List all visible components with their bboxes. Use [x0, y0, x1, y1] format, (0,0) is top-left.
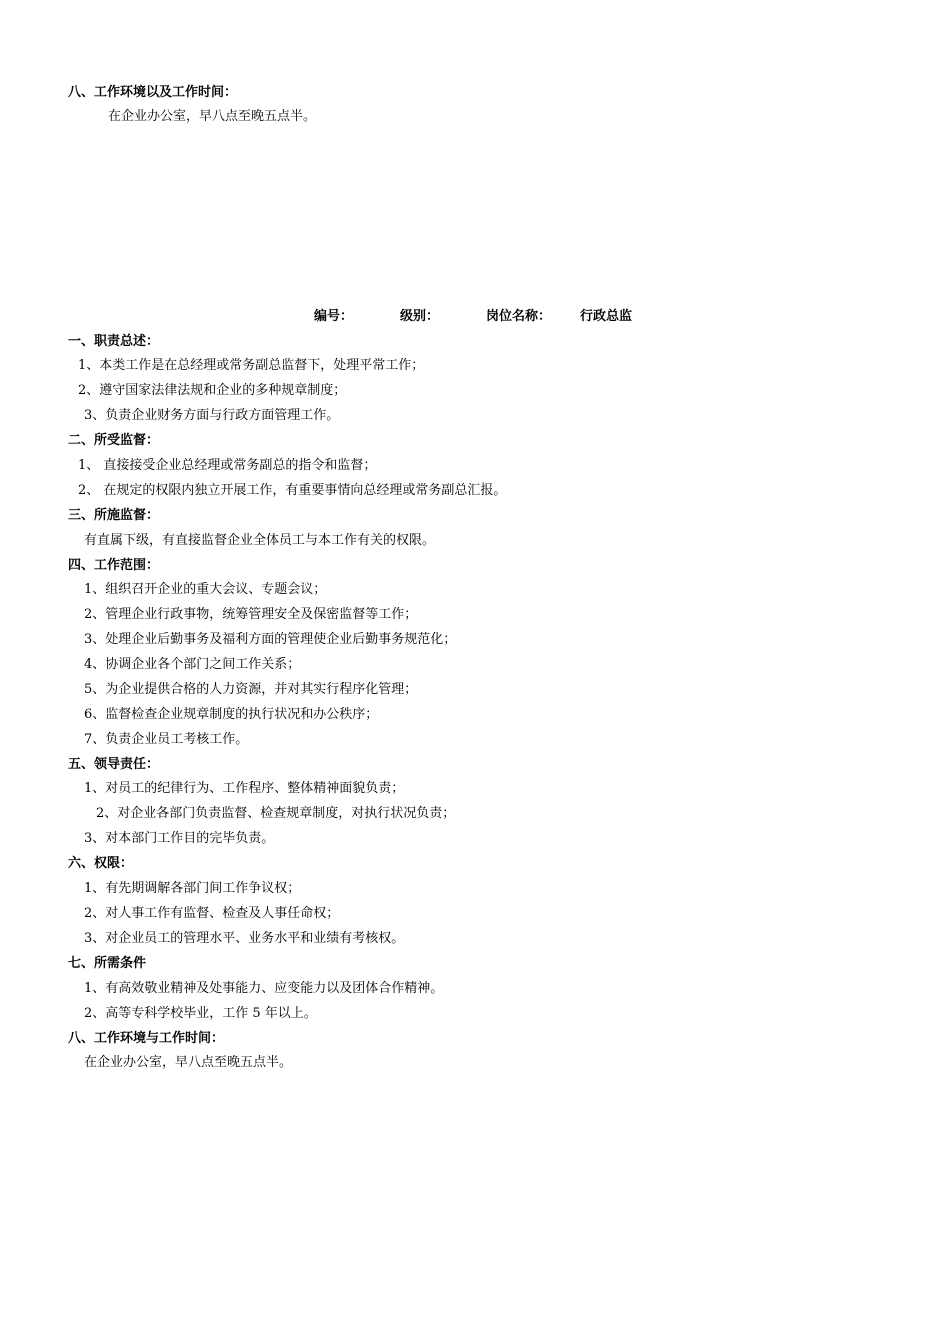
list-item: 1、本类工作是在总经理或常务副总监督下，处理平常工作； [78, 358, 425, 373]
list-item: 2、对企业各部门负责监督、检查规章制度，对执行状况负责； [96, 806, 456, 821]
list-item: 4、协调企业各个部门之间工作关系； [84, 657, 301, 672]
list-item: 3、负责企业财务方面与行政方面管理工作。 [84, 408, 340, 423]
section-heading-authority: 六、权限： [68, 856, 134, 871]
list-item: 2、 在规定的权限内独立开展工作，有重要事情向总经理或常务副总汇报。 [78, 483, 507, 498]
section-heading-leadership: 五、领导责任： [68, 757, 160, 772]
section-heading-supervised-by: 二、所受监督： [68, 433, 160, 448]
header-level-label: 级别： [400, 309, 440, 324]
list-item: 2、对人事工作有监督、检查及人事任命权； [84, 906, 340, 921]
header-position-label: 岗位名称： [486, 309, 552, 324]
list-item: 3、处理企业后勤事务及福利方面的管理使企业后勤事务规范化； [84, 632, 457, 647]
section-heading-supervises: 三、所施监督： [68, 508, 160, 523]
list-item: 3、对企业员工的管理水平、业务水平和业绩有考核权。 [84, 931, 405, 946]
header-position-value: 行政总监 [580, 309, 633, 324]
list-item: 1、组织召开企业的重大会议、专题会议； [84, 582, 327, 597]
list-item: 1、对员工的纪律行为、工作程序、整体精神面貌负责； [84, 781, 405, 796]
section-heading-environment: 八、工作环境与工作时间： [68, 1031, 225, 1046]
header-number-label: 编号： [314, 309, 354, 324]
section-heading-work-scope: 四、工作范围： [68, 558, 160, 573]
list-item: 2、高等专科学校毕业，工作 5 年以上。 [84, 1006, 317, 1021]
list-item: 2、遵守国家法律法规和企业的多种规章制度； [78, 383, 347, 398]
list-item: 6、监督检查企业规章制度的执行状况和办公秩序； [84, 707, 379, 722]
section-text-environment-top: 在企业办公室，早八点至晚五点半。 [108, 109, 317, 124]
list-item: 5、为企业提供合格的人力资源，并对其实行程序化管理； [84, 682, 418, 697]
list-item: 有直属下级，有直接监督企业全体员工与本工作有关的权限。 [84, 533, 436, 548]
list-item: 3、对本部门工作目的完毕负责。 [84, 831, 275, 846]
list-item: 2、管理企业行政事物，统筹管理安全及保密监督等工作； [84, 607, 418, 622]
list-item: 1、有先期调解各部门间工作争议权； [84, 881, 301, 896]
section-heading-requirements: 七、所需条件 [68, 956, 147, 971]
list-item: 1、 直接接受企业总经理或常务副总的指令和监督； [78, 458, 377, 473]
list-item: 1、有高效敬业精神及处事能力、应变能力以及团体合作精神。 [84, 981, 444, 996]
list-item: 在企业办公室，早八点至晚五点半。 [84, 1055, 293, 1070]
section-heading-environment-top: 八、工作环境以及工作时间： [68, 85, 238, 100]
list-item: 7、负责企业员工考核工作。 [84, 732, 249, 747]
section-heading-responsibilities: 一、职责总述： [68, 334, 160, 349]
